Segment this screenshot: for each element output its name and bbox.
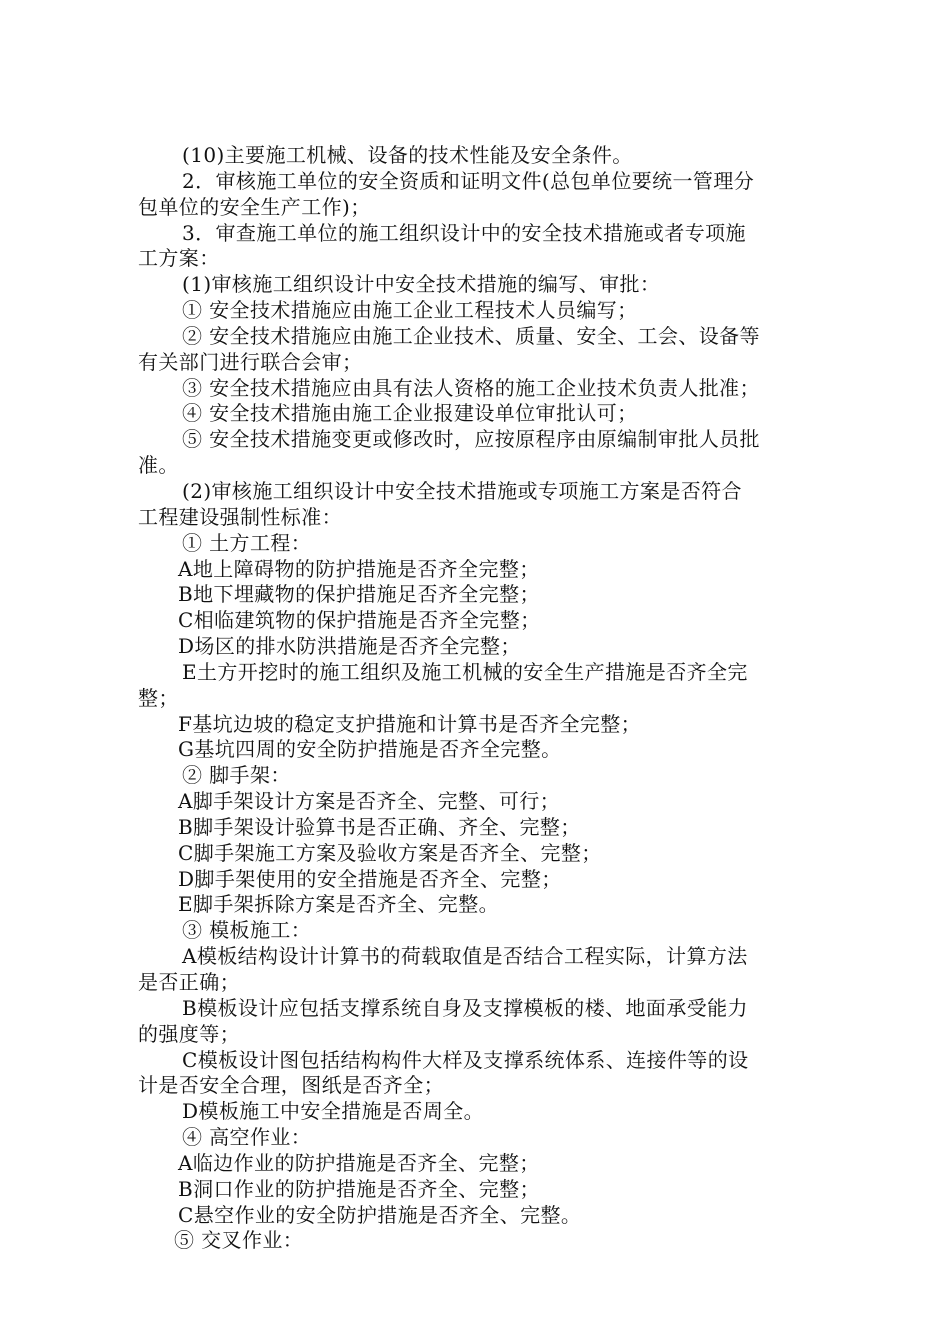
- text-line: G基坑四周的安全防护措施是否齐全完整。: [178, 737, 562, 762]
- text-line: 工方案：: [138, 246, 220, 271]
- text-line: 计是否安全合理，图纸是否齐全；: [138, 1073, 444, 1098]
- text-line: C脚手架施工方案及验收方案是否齐全、完整；: [178, 840, 602, 865]
- text-line: A临边作业的防护措施是否齐全、完整；: [178, 1150, 540, 1175]
- text-line: 包单位的安全生产工作)；: [138, 194, 371, 219]
- text-line: C悬空作业的安全防护措施是否齐全、完整。: [178, 1202, 582, 1227]
- text-line: B模板设计应包括支撑系统自身及支撑模板的楼、地面承受能力: [182, 995, 748, 1020]
- text-line: ③ 安全技术措施应由具有法人资格的施工企业技术负责人批准；: [182, 375, 760, 400]
- text-line: 是否正确；: [138, 970, 240, 994]
- text-line: D场区的排水防洪措施是否齐全完整；: [178, 634, 521, 659]
- text-line: C模板设计图包括结构构件大样及支撑系统体系、连接件等的设: [182, 1047, 749, 1072]
- text-line: A地上障碍物的防护措施是否齐全完整；: [178, 556, 540, 581]
- text-line: D模板施工中安全措施是否周全。: [182, 1099, 485, 1124]
- text-line: (10)主要施工机械、设备的技术性能及安全条件。: [182, 143, 633, 167]
- text-line: 有关部门进行联合会审；: [138, 349, 363, 374]
- document-body: [138, 143, 818, 1254]
- text-line: (1)审核施工组织设计中安全技术措施的编写、审批：: [182, 272, 661, 297]
- text-line: F基坑边坡的稳定支护措施和计算书是否齐全完整；: [178, 711, 642, 736]
- text-line: ① 土方工程：: [182, 530, 312, 555]
- text-line: C相临建筑物的保护措施是否齐全完整；: [178, 608, 541, 633]
- text-line: ⑤ 交叉作业：: [174, 1228, 304, 1253]
- text-line: B洞口作业的防护措施是否齐全、完整；: [178, 1176, 540, 1201]
- text-line: 准。: [138, 453, 179, 478]
- text-line: ③ 模板施工：: [182, 918, 312, 943]
- text-line: A模板结构设计计算书的荷载取值是否结合工程实际，计算方法: [182, 944, 748, 969]
- text-line: A脚手架设计方案是否齐全、完整、可行；: [178, 789, 561, 814]
- text-line: ④ 安全技术措施由施工企业报建设单位审批认可；: [182, 401, 638, 426]
- text-line: B地下埋藏物的保护措施足否齐全完整；: [178, 582, 540, 607]
- text-line: ② 脚手架：: [182, 763, 291, 788]
- text-line: ① 安全技术措施应由施工企业工程技术人员编写；: [182, 298, 638, 323]
- text-line: 2．审核施工单位的安全资质和证明文件(总包单位要统一管理分: [182, 168, 755, 193]
- text-line: ⑤ 安全技术措施变更或修改时，应按原程序由原编制审批人员批: [182, 427, 760, 452]
- text-line: ④ 高空作业：: [182, 1125, 312, 1150]
- text-line: 3．审查施工单位的施工组织设计中的安全技术措施或者专项施: [182, 220, 746, 245]
- text-line: E脚手架拆除方案是否齐全、完整。: [178, 892, 499, 917]
- text-line: 整；: [138, 685, 179, 710]
- text-line: ② 安全技术措施应由施工企业技术、质量、安全、工会、设备等: [182, 323, 760, 348]
- text-line: D脚手架使用的安全措施是否齐全、完整；: [178, 866, 562, 891]
- text-line: (2)审核施工组织设计中安全技术措施或专项施工方案是否符合: [182, 478, 742, 503]
- text-line: E土方开挖时的施工组织及施工机械的安全生产措施是否齐全完: [182, 659, 748, 684]
- text-line: 的强度等；: [138, 1021, 240, 1046]
- text-line: B脚手架设计验算书是否正确、齐全、完整；: [178, 814, 581, 839]
- text-line: 工程建设强制性标准：: [138, 504, 342, 529]
